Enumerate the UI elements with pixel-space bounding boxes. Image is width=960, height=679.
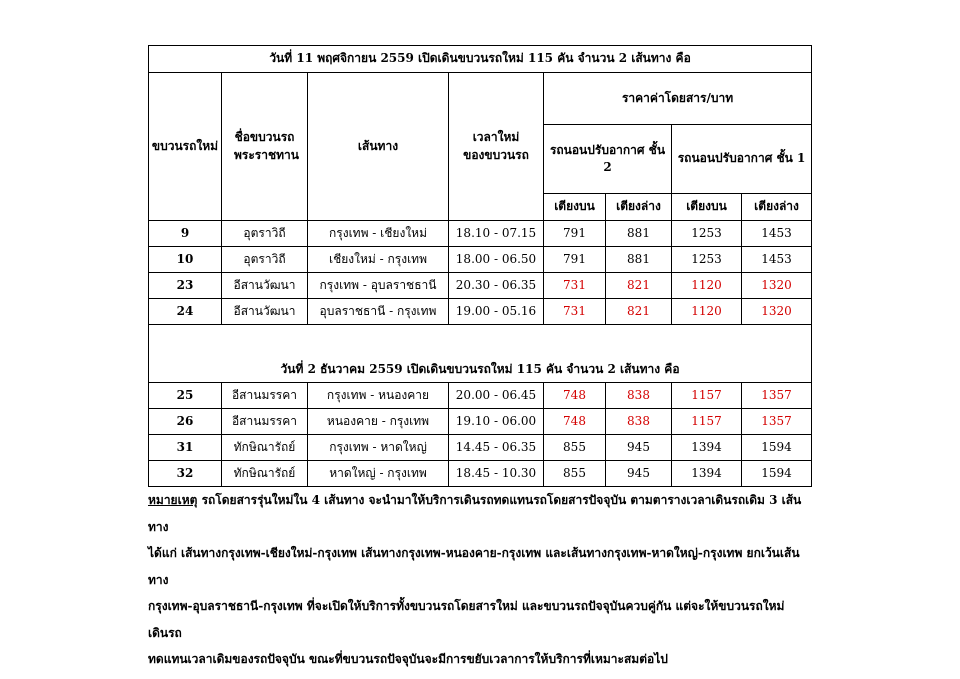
cell-class1-lower: 1594 bbox=[742, 461, 812, 487]
cell-train-number: 26 bbox=[149, 409, 222, 435]
table-row bbox=[149, 383, 812, 409]
header-class2-upper: เตียงบน bbox=[544, 194, 606, 221]
cell-class2-lower: 838 bbox=[606, 383, 672, 409]
cell-class2-lower: 881 bbox=[606, 247, 672, 273]
cell-class2-lower: 821 bbox=[606, 273, 672, 299]
header-new-time: เวลาใหม่ของขบวนรถ bbox=[449, 73, 544, 221]
cell-train-number: 25 bbox=[149, 383, 222, 409]
remark-line: ได้แก่ เส้นทางกรุงเทพ-เชียงใหม่-กรุงเทพ เส้นทางกรุงเทพ-หนองคาย-กรุงเทพ และเส้นทางกรุงเทพ-หาดใหญ่-กรุงเทพ ยกเว้นเส้นทาง bbox=[148, 546, 800, 587]
cell-train-number: 31 bbox=[149, 435, 222, 461]
cell-class2-upper: 731 bbox=[544, 273, 606, 299]
cell-class2-lower: 945 bbox=[606, 435, 672, 461]
remark-text: รถโดยสารรุ่นใหม่ใน 4 เส้นทาง จะนำมาให้บริการเดินรถทดแทนรถโดยสารปัจจุบัน ตามตารางเวลาเดินรถเดิม 3 เส้นทาง bbox=[148, 493, 802, 534]
table-row bbox=[149, 461, 812, 487]
cell-class1-upper: 1120 bbox=[672, 299, 742, 325]
cell-class1-upper: 1394 bbox=[672, 435, 742, 461]
cell-class1-lower: 1453 bbox=[742, 247, 812, 273]
cell-train-name: อุตราวิถี bbox=[222, 247, 308, 273]
table-row bbox=[149, 247, 812, 273]
cell-time: 18.45 - 10.30 bbox=[449, 461, 544, 487]
cell-time: 19.00 - 05.16 bbox=[449, 299, 544, 325]
cell-time: 20.30 - 06.35 bbox=[449, 273, 544, 299]
cell-train-number: 32 bbox=[149, 461, 222, 487]
cell-train-name: อีสานวัฒนา bbox=[222, 299, 308, 325]
cell-class1-upper: 1120 bbox=[672, 273, 742, 299]
cell-time: 14.45 - 06.35 bbox=[449, 435, 544, 461]
cell-class1-lower: 1594 bbox=[742, 435, 812, 461]
cell-route: หนองคาย - กรุงเทพ bbox=[308, 409, 449, 435]
cell-time: 18.10 - 07.15 bbox=[449, 221, 544, 247]
header-route: เส้นทาง bbox=[308, 73, 449, 221]
cell-route: เชียงใหม่ - กรุงเทพ bbox=[308, 247, 449, 273]
cell-class1-upper: 1394 bbox=[672, 461, 742, 487]
cell-train-name: อีสานวัฒนา bbox=[222, 273, 308, 299]
remark-line: ทดแทนเวลาเดิมของรถปัจจุบัน ขณะที่ขบวนรถปัจจุบันจะมีการขยับเวลาการให้บริการที่เหมาะสมต่อไป bbox=[148, 652, 668, 666]
header-class1-upper: เตียงบน bbox=[672, 194, 742, 221]
table-row bbox=[149, 221, 812, 247]
header-class-1: รถนอนปรับอากาศ ชั้น 1 bbox=[672, 125, 812, 194]
table-row bbox=[149, 409, 812, 435]
cell-class1-upper: 1157 bbox=[672, 409, 742, 435]
cell-route: กรุงเทพ - อุบลราชธานี bbox=[308, 273, 449, 299]
cell-class2-lower: 945 bbox=[606, 461, 672, 487]
cell-class1-lower: 1357 bbox=[742, 383, 812, 409]
cell-class2-lower: 821 bbox=[606, 299, 672, 325]
header-fare: ราคาค่าโดยสาร/บาท bbox=[544, 73, 812, 125]
section-title-dec: วันที่ 2 ธันวาคม 2559 เปิดเดินขบวนรถใหม่ 115 คัน จำนวน 2 เส้นทาง คือ bbox=[149, 325, 812, 383]
cell-class2-upper: 791 bbox=[544, 221, 606, 247]
cell-train-number: 24 bbox=[149, 299, 222, 325]
cell-class2-upper: 791 bbox=[544, 247, 606, 273]
table-row bbox=[149, 273, 812, 299]
table-row bbox=[149, 435, 812, 461]
cell-class2-upper: 748 bbox=[544, 383, 606, 409]
cell-train-name: ทักษิณารัถย์ bbox=[222, 435, 308, 461]
cell-class2-lower: 881 bbox=[606, 221, 672, 247]
cell-route: กรุงเทพ - หนองคาย bbox=[308, 383, 449, 409]
cell-route: หาดใหญ่ - กรุงเทพ bbox=[308, 461, 449, 487]
cell-class1-lower: 1453 bbox=[742, 221, 812, 247]
cell-route: กรุงเทพ - เชียงใหม่ bbox=[308, 221, 449, 247]
cell-class2-upper: 855 bbox=[544, 461, 606, 487]
cell-train-number: 9 bbox=[149, 221, 222, 247]
cell-class1-upper: 1253 bbox=[672, 247, 742, 273]
cell-class1-upper: 1157 bbox=[672, 383, 742, 409]
header-train-number: ขบวนรถใหม่ bbox=[149, 73, 222, 221]
cell-class2-lower: 838 bbox=[606, 409, 672, 435]
table-row bbox=[149, 299, 812, 325]
cell-train-name: อีสานมรรคา bbox=[222, 409, 308, 435]
cell-time: 18.00 - 06.50 bbox=[449, 247, 544, 273]
remark-line: กรุงเทพ-อุบลราชธานี-กรุงเทพ ที่จะเปิดให้บริการทั้งขบวนรถโดยสารใหม่ และขบวนรถปัจจุบันควบคู่กัน แต่จะให้ขบวนรถใหม่เดินรถ bbox=[148, 599, 785, 640]
cell-class1-lower: 1357 bbox=[742, 409, 812, 435]
header-class2-lower: เตียงล่าง bbox=[606, 194, 672, 221]
remark-line bbox=[148, 487, 818, 540]
cell-class1-lower: 1320 bbox=[742, 299, 812, 325]
cell-train-number: 10 bbox=[149, 247, 222, 273]
section-title-nov: วันที่ 11 พฤศจิกายน 2559 เปิดเดินขบวนรถใหม่ 115 คัน จำนวน 2 เส้นทาง คือ bbox=[149, 46, 812, 73]
cell-time: 19.10 - 06.00 bbox=[449, 409, 544, 435]
header-class1-lower: เตียงล่าง bbox=[742, 194, 812, 221]
cell-class2-upper: 748 bbox=[544, 409, 606, 435]
cell-class1-lower: 1320 bbox=[742, 273, 812, 299]
remark-label: หมายเหตุ bbox=[148, 493, 198, 507]
cell-train-name: อีสานมรรคา bbox=[222, 383, 308, 409]
cell-train-name: ทักษิณารัถย์ bbox=[222, 461, 308, 487]
cell-route: กรุงเทพ - หาดใหญ่ bbox=[308, 435, 449, 461]
fare-table bbox=[148, 45, 812, 487]
remarks bbox=[148, 487, 818, 673]
cell-class2-upper: 855 bbox=[544, 435, 606, 461]
cell-train-name: อุตราวิถี bbox=[222, 221, 308, 247]
cell-class2-upper: 731 bbox=[544, 299, 606, 325]
header-class-2: รถนอนปรับอากาศ ชั้น 2 bbox=[544, 125, 672, 194]
cell-train-number: 23 bbox=[149, 273, 222, 299]
cell-class1-upper: 1253 bbox=[672, 221, 742, 247]
header-train-name: ชื่อขบวนรถพระราชทาน bbox=[222, 73, 308, 221]
cell-route: อุบลราชธานี - กรุงเทพ bbox=[308, 299, 449, 325]
cell-time: 20.00 - 06.45 bbox=[449, 383, 544, 409]
